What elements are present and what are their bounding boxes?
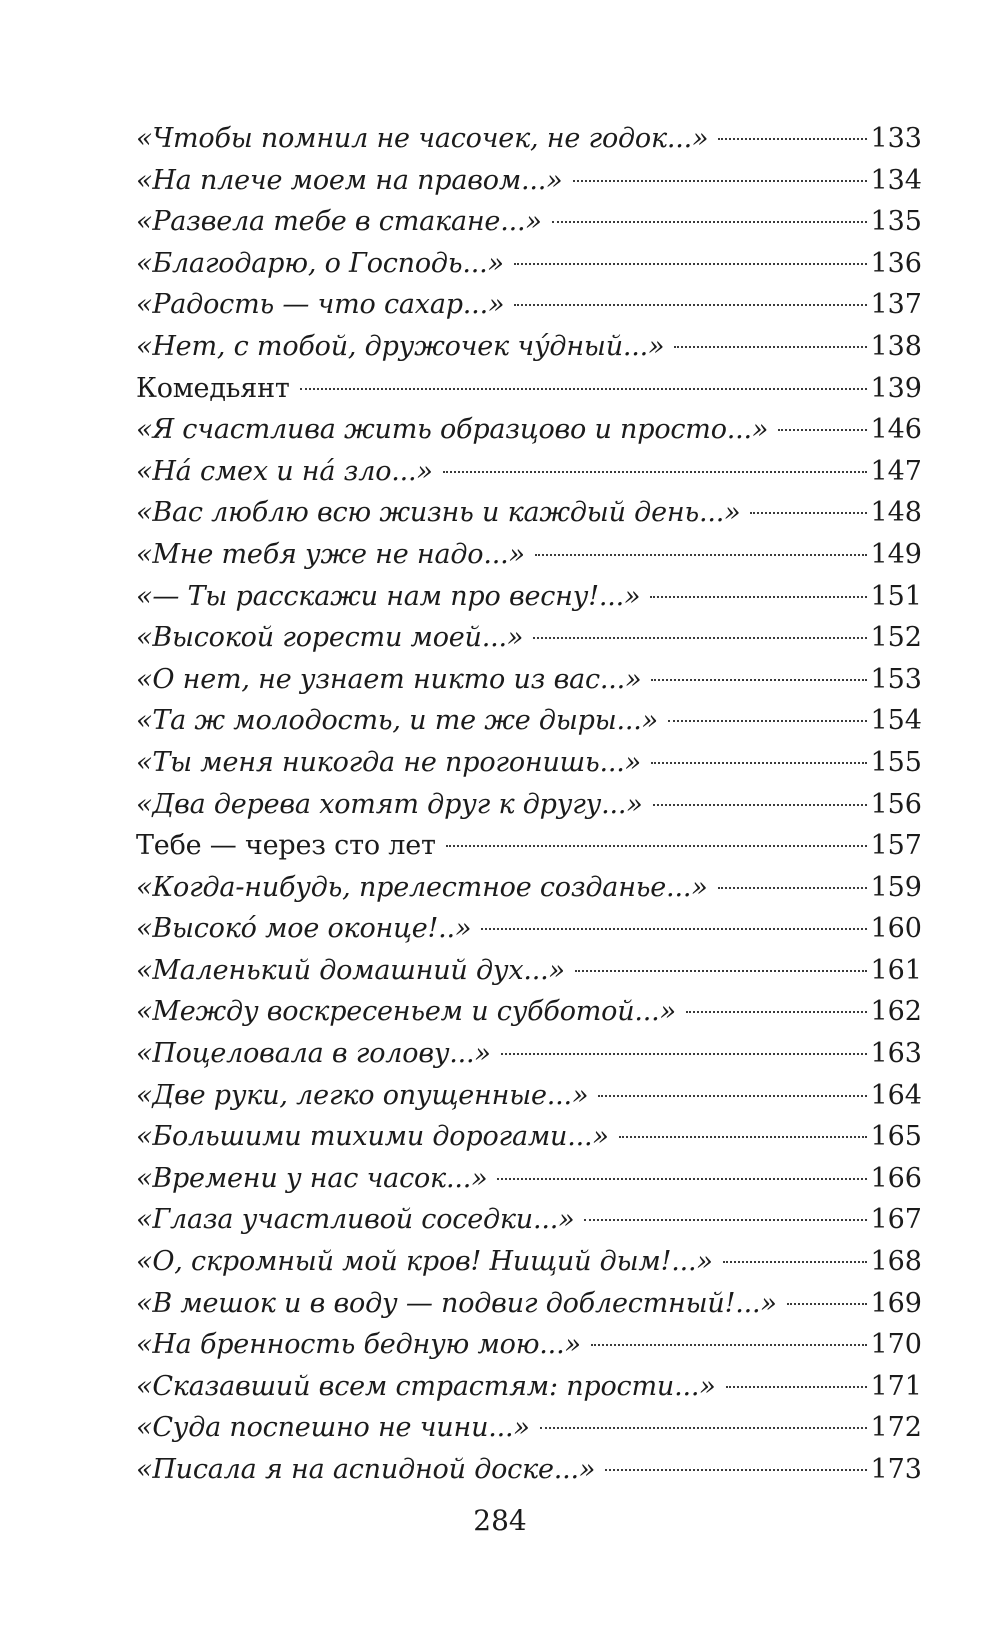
toc-entry (136, 1324, 922, 1366)
toc-entry-title: «Суда поспешно не чини...» (136, 1412, 530, 1444)
toc-entry-title: «Я счастлива жить образцово и просто...» (136, 414, 769, 446)
toc-entry-page: 157 (870, 830, 922, 862)
toc-entry-page: 167 (870, 1204, 922, 1236)
dot-leader (514, 304, 867, 306)
toc-entry-title: Тебе — через сто лет (136, 830, 436, 862)
toc-entry-title: «Писала я на аспидной доске...» (136, 1454, 596, 1485)
toc-entry-title: «Когда-нибудь, прелестное созданье...» (136, 871, 708, 903)
toc-entry-page: 136 (870, 247, 922, 279)
toc-entry-page: 133 (870, 123, 922, 154)
toc-entry (136, 991, 922, 1033)
dot-leader (535, 554, 868, 556)
toc-entry-page: 155 (870, 746, 922, 778)
dot-leader (668, 720, 867, 722)
toc-entry-page: 160 (870, 913, 922, 945)
dot-leader (750, 512, 867, 514)
toc-entry-title: «На бренность бедную мою...» (136, 1329, 581, 1361)
toc-entry-page: 165 (870, 1121, 922, 1153)
toc-entry (136, 950, 922, 992)
dot-leader (300, 388, 868, 390)
toc-entry-title: «Два дерева хотят друг к другу...» (136, 788, 643, 820)
dot-leader (718, 887, 868, 889)
toc-entry-page: 166 (870, 1162, 922, 1194)
toc-entry (136, 1407, 922, 1449)
toc-entry-title: «Нет, с тобой, дружочек чу́дный...» (136, 330, 665, 362)
toc-entry-page: 164 (870, 1079, 922, 1111)
page-number: 284 (473, 1504, 527, 1537)
dot-leader (787, 1303, 868, 1305)
toc-entry-page: 162 (870, 996, 922, 1028)
dot-leader (591, 1344, 868, 1346)
toc-entry (136, 867, 922, 909)
dot-leader (481, 928, 867, 930)
toc-entry (136, 1033, 922, 1075)
toc-entry-title: «Большими тихими дорогами...» (136, 1121, 609, 1153)
toc-entry-title: «Высокой горести моей...» (136, 622, 524, 654)
toc-entry-page: 173 (870, 1454, 922, 1485)
dot-leader (497, 1178, 867, 1180)
toc-entry (136, 576, 922, 618)
dot-leader (584, 1219, 867, 1221)
toc-entry (136, 742, 922, 784)
dot-leader (446, 845, 868, 847)
toc-entry-page: 139 (870, 372, 922, 404)
toc-entry (136, 201, 922, 243)
toc-entry-page: 159 (870, 871, 922, 903)
dot-leader (686, 1011, 868, 1013)
toc-entry-title: «Развела тебе в стакане...» (136, 206, 542, 238)
dot-leader (650, 596, 867, 598)
toc-entry-page: 172 (870, 1412, 922, 1444)
toc-entry (136, 617, 922, 659)
toc-entry-page: 138 (870, 330, 922, 362)
dot-leader (651, 762, 867, 764)
dot-leader (533, 637, 867, 639)
toc-entry (136, 368, 922, 410)
toc-entry (136, 492, 922, 534)
toc-entry-page: 156 (870, 788, 922, 820)
toc-entry-title: «Маленький домашний дух...» (136, 954, 565, 986)
toc-entry-page: 161 (870, 954, 922, 986)
toc-entry (136, 1075, 922, 1117)
toc-entry (136, 908, 922, 950)
dot-leader (651, 679, 867, 681)
toc-entry-page: 153 (870, 663, 922, 695)
dot-leader (598, 1095, 867, 1097)
table-of-contents (136, 118, 922, 1491)
toc-entry-title: «На плече моем на правом...» (136, 164, 563, 196)
dot-leader (552, 221, 868, 223)
toc-entry-page: 171 (870, 1370, 922, 1402)
toc-entry-title: «Высоко́ мое оконце!..» (136, 913, 472, 945)
toc-entry (136, 1116, 922, 1158)
toc-entry (136, 1366, 922, 1408)
dot-leader (540, 1427, 868, 1429)
toc-entry-page: 154 (870, 705, 922, 737)
dot-leader (605, 1469, 867, 1471)
toc-entry (136, 326, 922, 368)
toc-entry (136, 160, 922, 202)
toc-entry-title: «Времени у нас часок...» (136, 1162, 488, 1194)
toc-entry (136, 284, 922, 326)
toc-entry-title: «— Ты расскажи нам про весну!...» (136, 580, 641, 612)
toc-entry-title: «Вас люблю всю жизнь и каждый день...» (136, 497, 741, 529)
toc-entry (136, 1241, 922, 1283)
toc-entry-title: «Чтобы помнил не часочек, не годок...» (136, 123, 709, 154)
toc-entry-title: «Глаза участливой соседки...» (136, 1204, 575, 1236)
toc-entry (136, 825, 922, 867)
toc-entry-page: 168 (870, 1246, 922, 1278)
dot-leader (573, 180, 868, 182)
toc-entry-title: «Сказавший всем страстям: прости...» (136, 1370, 716, 1402)
toc-entry-page: 147 (870, 455, 922, 487)
toc-entry (136, 118, 922, 160)
dot-leader (674, 346, 867, 348)
toc-entry-title: «Ты меня никогда не прогонишь...» (136, 746, 641, 778)
toc-entry-title: «Та ж молодость, и те же дыры...» (136, 705, 658, 737)
dot-leader (443, 471, 868, 473)
dot-leader (575, 970, 868, 972)
toc-entry (136, 243, 922, 285)
toc-entry-page: 146 (870, 414, 922, 446)
toc-entry-title: «Мне тебя уже не надо...» (136, 538, 525, 570)
toc-entry-title: «Благодарю, о Господь...» (136, 247, 504, 279)
toc-entry-page: 149 (870, 538, 922, 570)
toc-entry-title: «О нет, не узнает никто из вас...» (136, 663, 642, 695)
toc-entry-page: 151 (870, 580, 922, 612)
dot-leader (619, 1136, 868, 1138)
toc-entry-page: 163 (870, 1038, 922, 1070)
toc-entry (136, 1199, 922, 1241)
toc-entry-title: «О, скромный мой кров! Нищий дым!...» (136, 1246, 713, 1278)
toc-entry (136, 1449, 922, 1491)
dot-leader (778, 429, 867, 431)
toc-entry-title: Комедьянт (136, 372, 290, 404)
toc-entry-page: 137 (870, 289, 922, 321)
toc-entry-title: «Поцеловала в голову...» (136, 1038, 491, 1070)
toc-entry-title: «Между воскресеньем и субботой...» (136, 996, 676, 1028)
dot-leader (718, 138, 867, 140)
toc-entry (136, 451, 922, 493)
toc-entry-page: 134 (870, 164, 922, 196)
dot-leader (723, 1261, 868, 1263)
toc-entry-title: «Две руки, легко опущенные...» (136, 1079, 589, 1111)
toc-entry-page: 135 (870, 206, 922, 238)
toc-entry-page: 148 (870, 497, 922, 529)
toc-entry-page: 152 (870, 622, 922, 654)
dot-leader (514, 263, 868, 265)
toc-entry (136, 534, 922, 576)
toc-entry-title: «На́ смех и на́ зло...» (136, 455, 433, 487)
toc-entry (136, 1283, 922, 1325)
toc-entry (136, 1158, 922, 1200)
dot-leader (501, 1053, 868, 1055)
toc-entry (136, 700, 922, 742)
toc-entry-page: 170 (870, 1329, 922, 1361)
toc-entry (136, 409, 922, 451)
toc-entry-title: «Радость — что сахар...» (136, 289, 505, 321)
toc-entry-page: 169 (870, 1287, 922, 1319)
toc-entry (136, 784, 922, 826)
dot-leader (653, 804, 868, 806)
toc-entry (136, 659, 922, 701)
toc-entry-title: «В мешок и в воду — подвиг доблестный!...» (136, 1287, 777, 1319)
dot-leader (726, 1386, 868, 1388)
